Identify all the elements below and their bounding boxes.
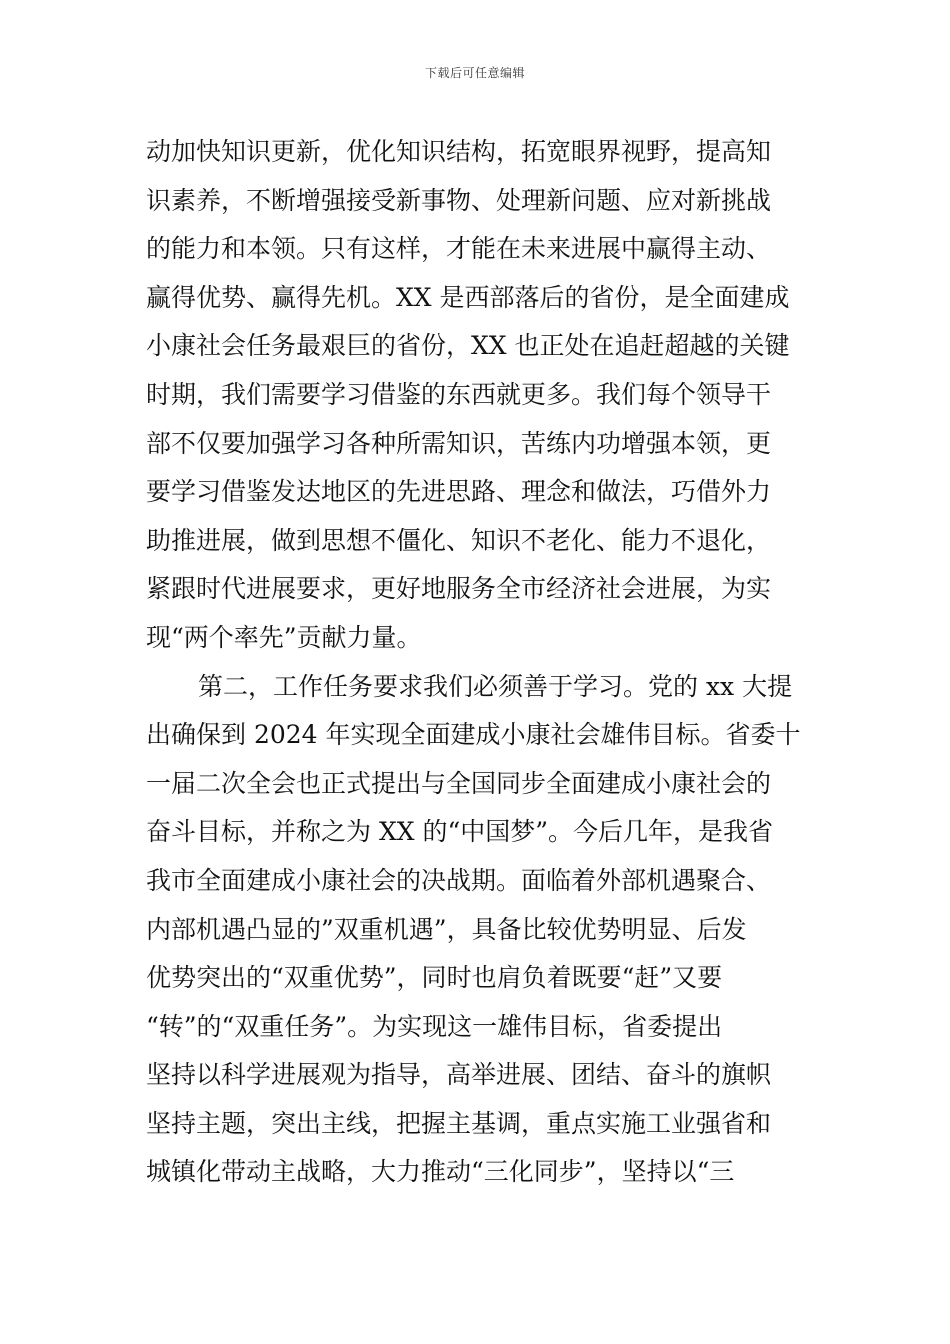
text-line: 紧跟时代进展要求，更好地服务全市经济社会进展，为实: [146, 574, 772, 604]
page-header: 下载后可任意编辑: [424, 66, 525, 80]
text-line: 现“两个率先”贡献力量。: [146, 622, 422, 652]
text-line: 内部机遇凸显的”双重机遇”，具备比较优势明显、后发: [146, 914, 747, 944]
document-body: [146, 128, 816, 1197]
text-line: 一届二次全会也正式提出与全国同步全面建成小康社会的: [146, 768, 772, 798]
text-line: 赢得优势、赢得先机。XX 是西部落后的省份，是全面建成: [146, 282, 790, 312]
text-line: 的能力和本领。只有这样，才能在未来进展中赢得主动、: [146, 234, 772, 264]
paragraph-2: [146, 663, 816, 1198]
text-line: 出确保到 2024 年实现全面建成小康社会雄伟目标。省委十: [146, 720, 801, 750]
text-line: 识素养，不断增强接受新事物、处理新问题、应对新挑战: [146, 185, 772, 215]
text-line: 部不仅要加强学习各种所需知识，苦练内功增强本领，更: [146, 428, 772, 458]
text-line: 助推进展，做到思想不僵化、知识不老化、能力不退化，: [146, 525, 772, 555]
paragraph-1: [146, 128, 816, 663]
text-line: 优势突出的“双重优势”，同时也肩负着既要“赶”又要: [146, 963, 723, 993]
text-line: 第二，工作任务要求我们必须善于学习。党的 xx 大提: [198, 671, 793, 701]
text-line: 奋斗目标，并称之为 XX 的“中国梦”。今后几年，是我省: [146, 817, 774, 847]
text-line: 城镇化带动主战略，大力推动“三化同步”，坚持以“三: [146, 1157, 735, 1187]
text-line: “转”的“双重任务”。为实现这一雄伟目标，省委提出: [146, 1011, 723, 1041]
text-line: 小康社会任务最艰巨的省份，XX 也正处在追赶超越的关键: [146, 331, 790, 361]
text-line: 时期，我们需要学习借鉴的东西就更多。我们每个领导干: [146, 379, 772, 409]
text-line: 坚持主题，突出主线，把握主基调，重点实施工业强省和: [146, 1108, 772, 1138]
text-line: 我市全面建成小康社会的决战期。面临着外部机遇聚合、: [146, 865, 772, 895]
text-line: 坚持以科学进展观为指导，高举进展、团结、奋斗的旗帜: [146, 1060, 772, 1090]
text-line: 要学习借鉴发达地区的先进思路、理念和做法，巧借外力: [146, 477, 772, 507]
text-line: 动加快知识更新，优化知识结构，拓宽眼界视野，提高知: [146, 137, 772, 166]
